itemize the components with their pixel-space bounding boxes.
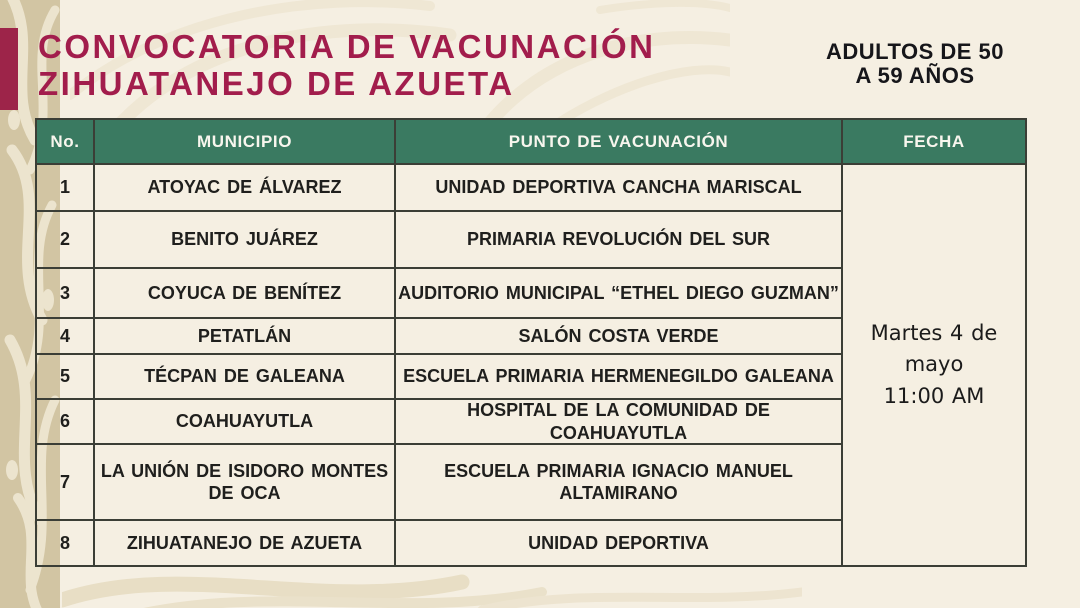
fecha-date: Martes 4 de mayo — [870, 320, 998, 377]
punto-cell: AUDITORIO MUNICIPAL “ETHEL DIEGO GUZMAN” — [396, 269, 843, 319]
punto-cell: UNIDAD DEPORTIVA — [396, 521, 843, 567]
age-group-label — [820, 40, 1010, 88]
municipio-cell: ZIHUATANEJO DE AZUETA — [95, 521, 396, 567]
municipio-cell: COYUCA DE BENÍTEZ — [95, 269, 396, 319]
municipio-cell: BENITO JUÁREZ — [95, 212, 396, 269]
punto-cell: SALÓN COSTA VERDE — [396, 319, 843, 355]
punto-cell: ESCUELA PRIMARIA IGNACIO MANUEL ALTAMIRANO — [396, 445, 843, 521]
fecha-time: 11:00 AM — [883, 383, 985, 408]
column-header-punto: PUNTO DE VACUNACIÓN — [396, 120, 843, 165]
row-number-cell: 5 — [37, 355, 95, 400]
municipio-cell: ATOYAC DE ÁLVAREZ — [95, 165, 396, 212]
row-number-cell: 7 — [37, 445, 95, 521]
column-header-no: No. — [37, 120, 95, 165]
row-number-cell: 3 — [37, 269, 95, 319]
punto-cell: ESCUELA PRIMARIA HERMENEGILDO GALEANA — [396, 355, 843, 400]
page-title — [38, 28, 655, 102]
row-number-cell: 1 — [37, 165, 95, 212]
page-title-line1: CONVOCATORIA DE VACUNACIÓN — [38, 28, 656, 65]
age-group-line1: ADULTOS DE 50 — [825, 39, 1005, 64]
municipio-cell: TÉCPAN DE GALEANA — [95, 355, 396, 400]
column-header-fecha: FECHA — [843, 120, 1027, 165]
municipio-cell: LA UNIÓN DE ISIDORO MONTES DE OCA — [95, 445, 396, 521]
municipio-cell: COAHUAYUTLA — [95, 400, 396, 445]
background-pattern-bottom — [62, 560, 802, 608]
column-header-municipio: MUNICIPIO — [95, 120, 396, 165]
punto-cell: HOSPITAL DE LA COMUNIDAD DE COAHUAYUTLA — [396, 400, 843, 445]
row-number-cell: 6 — [37, 400, 95, 445]
fecha-merged-cell — [843, 165, 1027, 567]
vaccination-table — [35, 118, 1027, 567]
row-number-cell: 2 — [37, 212, 95, 269]
accent-bar — [0, 28, 18, 110]
row-number-cell: 4 — [37, 319, 95, 355]
row-number-cell: 8 — [37, 521, 95, 567]
age-group-line2: A 59 AÑOS — [855, 63, 975, 88]
municipio-cell: PETATLÁN — [95, 319, 396, 355]
page-title-line2: ZIHUATANEJO DE AZUETA — [38, 65, 515, 102]
punto-cell: UNIDAD DEPORTIVA CANCHA MARISCAL — [396, 165, 843, 212]
punto-cell: PRIMARIA REVOLUCIÓN DEL SUR — [396, 212, 843, 269]
